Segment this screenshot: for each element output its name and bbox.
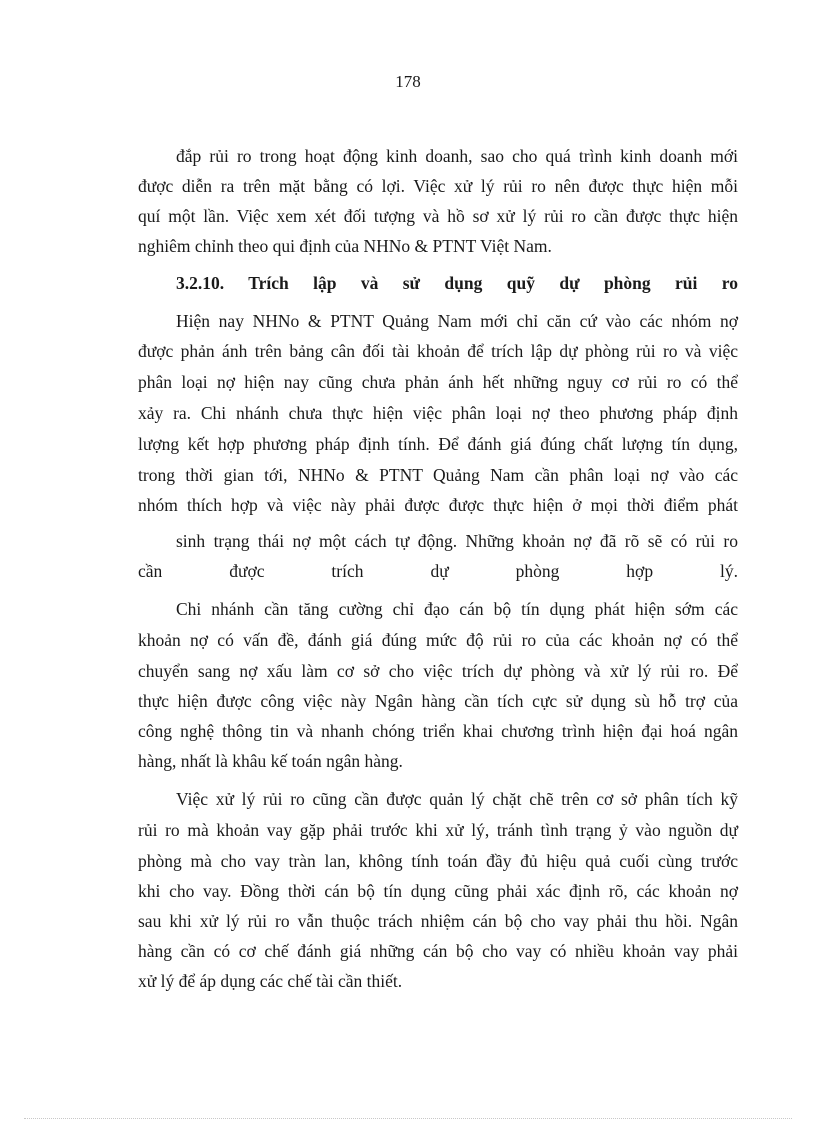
paragraph-line: nhóm thích hợp và việc này phải được được thực hiện ở mọi thời điểm phát <box>138 495 738 515</box>
paragraph-line: chuyển sang nợ xấu làm cơ sở cho việc trích dự phòng và xử lý rủi ro. Để <box>138 661 738 681</box>
paragraph-line: đắp rủi ro trong hoạt động kinh doanh, sao cho quá trình kinh doanh mới <box>176 146 738 166</box>
paragraph-line: được diễn ra trên mặt bằng có lợi. Việc xử lý rủi ro nên được thực hiện mỗi <box>138 176 738 196</box>
paragraph-line: xử lý để áp dụng các chế tài cần thiết. <box>138 971 403 991</box>
paragraph-line: thực hiện được công việc này Ngân hàng cần tích cực sử dụng sù hỗ trợ của <box>138 691 738 711</box>
paragraph-line: khoản nợ có vấn đề, đánh giá đúng mức độ rủi ro của các khoản nợ có thể <box>138 630 738 650</box>
paragraph-line: Việc xử lý rủi ro cũng cần được quản lý chặt chẽ trên cơ sở phân tích kỹ <box>176 789 738 809</box>
section-heading: 3.2.10. Trích lập và sử dụng quỹ dự phòng rủi ro <box>176 273 738 293</box>
paragraph-line: phòng mà cho vay tràn lan, không tính toán đầy đủ hiệu quả cuối cùng trước <box>138 851 738 871</box>
paragraph-line: nghiêm chỉnh theo qui định của NHNo & PTNT Việt Nam. <box>138 236 552 256</box>
paragraph-line: Hiện nay NHNo & PTNT Quảng Nam mới chỉ căn cứ vào các nhóm nợ <box>176 311 738 331</box>
paragraph-line: được phản ánh trên bảng cân đối tài khoản để trích lập dự phòng rủi ro và việc <box>138 341 738 361</box>
paragraph-line: rủi ro mà khoản vay gặp phải trước khi xử lý, tránh tình trạng ỷ vào nguồn dự <box>138 820 738 840</box>
paragraph-line: sinh trạng thái nợ một cách tự động. Những khoản nợ đã rõ sẽ có rủi ro <box>176 531 738 551</box>
page-bottom-rule <box>24 1118 792 1119</box>
paragraph-line: khi cho vay. Đồng thời cán bộ tín dụng cũng phải xác định rõ, các khoản nợ <box>138 881 738 901</box>
paragraph-line: cần được trích dự phòng hợp lý. <box>138 561 738 581</box>
paragraph-line: phân loại nợ hiện nay cũng chưa phản ánh hết những nguy cơ rủi ro có thể <box>138 372 738 392</box>
page-number: 178 <box>395 72 421 91</box>
paragraph-line: quí một lần. Việc xem xét đối tượng và hồ sơ xử lý rủi ro cần được thực hiện <box>138 206 738 226</box>
paragraph-line: sau khi xử lý rủi ro vẫn thuộc trách nhiệm cán bộ cho vay phải thu hồi. Ngân <box>138 911 738 931</box>
paragraph-line: trong thời gian tới, NHNo & PTNT Quảng Nam cần phân loại nợ vào các <box>138 465 738 485</box>
paragraph-line: Chi nhánh cần tăng cường chỉ đạo cán bộ tín dụng phát hiện sớm các <box>176 599 738 619</box>
paragraph-line: hàng cần có cơ chế đánh giá những cán bộ cho vay có nhiều khoản vay phải <box>138 941 738 961</box>
paragraph-line: lượng kết hợp phương pháp định tính. Để đánh giá đúng chất lượng tín dụng, <box>138 434 738 454</box>
paragraph-line: hàng, nhất là khâu kế toán ngân hàng. <box>138 751 403 771</box>
paragraph-line: xảy ra. Chi nhánh chưa thực hiện việc phân loại nợ theo phương pháp định <box>138 403 738 423</box>
paragraph-line: công nghệ thông tin và nhanh chóng triển khai chương trình hiện đại hoá ngân <box>138 721 738 741</box>
